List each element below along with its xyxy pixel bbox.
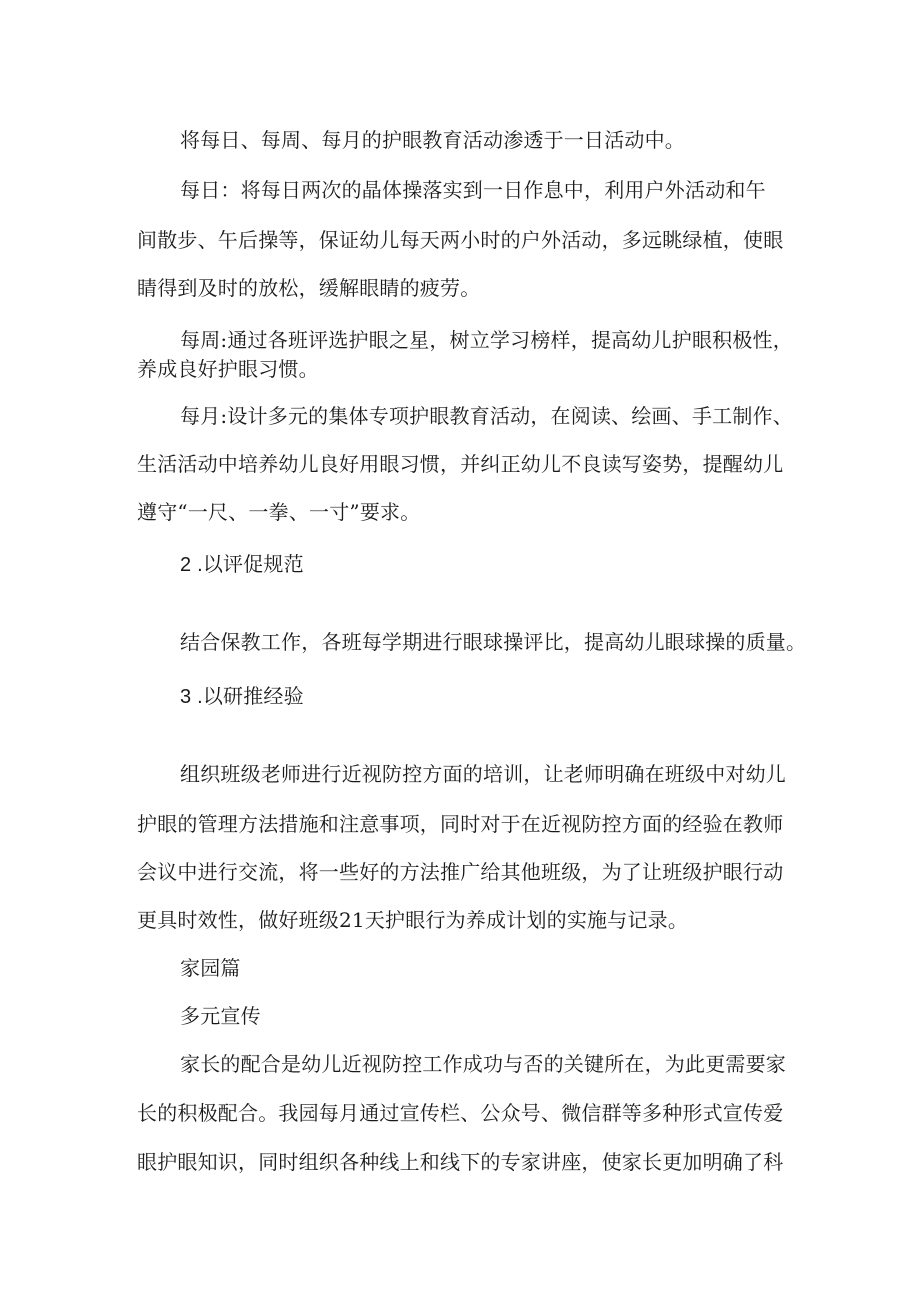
paragraph-intro: 将每日、每周、每月的护眼教育活动渗透于一日活动中。 — [180, 128, 685, 152]
paragraph-research-line-4: 更具时效性，做好班级21天护眼行为养成计划的实施与记录。 — [137, 908, 689, 932]
paragraph-daily-line-1: 每日：将每日两次的晶体操落实到一日作息中，利用户外活动和午 — [180, 178, 766, 202]
paragraph-monthly-line-1: 每月:设计多元的集体专项护眼教育活动，在阅读、绘画、手工制作、 — [180, 404, 793, 428]
paragraph-research-line-2: 护眼的管理方法措施和注意事项，同时对于在近视防控方面的经验在教师 — [137, 812, 784, 836]
paragraph-monthly-line-2: 生活活动中培养幼儿良好用眼习惯，并纠正幼儿不良读写姿势，提醒幼儿 — [137, 452, 784, 476]
paragraph-family-line-1: 家长的配合是幼儿近视防控工作成功与否的关键所在，为此更需要家 — [180, 1052, 786, 1076]
paragraph-weekly-line-1: 每周:通过各班评选护眼之星，树立学习榜样，提高幼儿护眼积极性， — [180, 328, 793, 352]
paragraph-daily-line-2: 间散步、午后操等，保证幼儿每天两小时的户外活动，多远眺绿植，使眼 — [137, 228, 784, 252]
paragraph-family-line-3: 眼护眼知识，同时组织各种线上和线下的专家讲座，使家长更加明确了科 — [137, 1150, 784, 1174]
paragraph-research-line-3: 会议中进行交流，将一些好的方法推广给其他班级，为了让班级护眼行动 — [137, 860, 784, 884]
paragraph-daily-line-3: 睛得到及时的放松，缓解眼睛的疲劳。 — [137, 276, 481, 300]
section-title: 家园篇 — [180, 956, 241, 980]
paragraph-weekly-line-2: 养成良好护眼习惯。 — [137, 357, 319, 381]
heading-evaluate: 2 .以评促规范 — [180, 554, 304, 576]
paragraph-monthly-line-3: 遵守“一尺、一拳、一寸”要求。 — [137, 500, 421, 524]
paragraph-evaluate: 结合保教工作，各班每学期进行眼球操评比，提高幼儿眼球操的质量。 — [180, 630, 807, 654]
paragraph-research-line-1: 组织班级老师进行近视防控方面的培训，让老师明确在班级中对幼儿 — [180, 762, 786, 786]
sub-title: 多元宣传 — [180, 1004, 261, 1028]
paragraph-family-line-2: 长的积极配合。我园每月通过宣传栏、公众号、微信群等多种形式宣传爱 — [137, 1101, 784, 1125]
heading-research: 3 .以研推经验 — [180, 686, 304, 708]
